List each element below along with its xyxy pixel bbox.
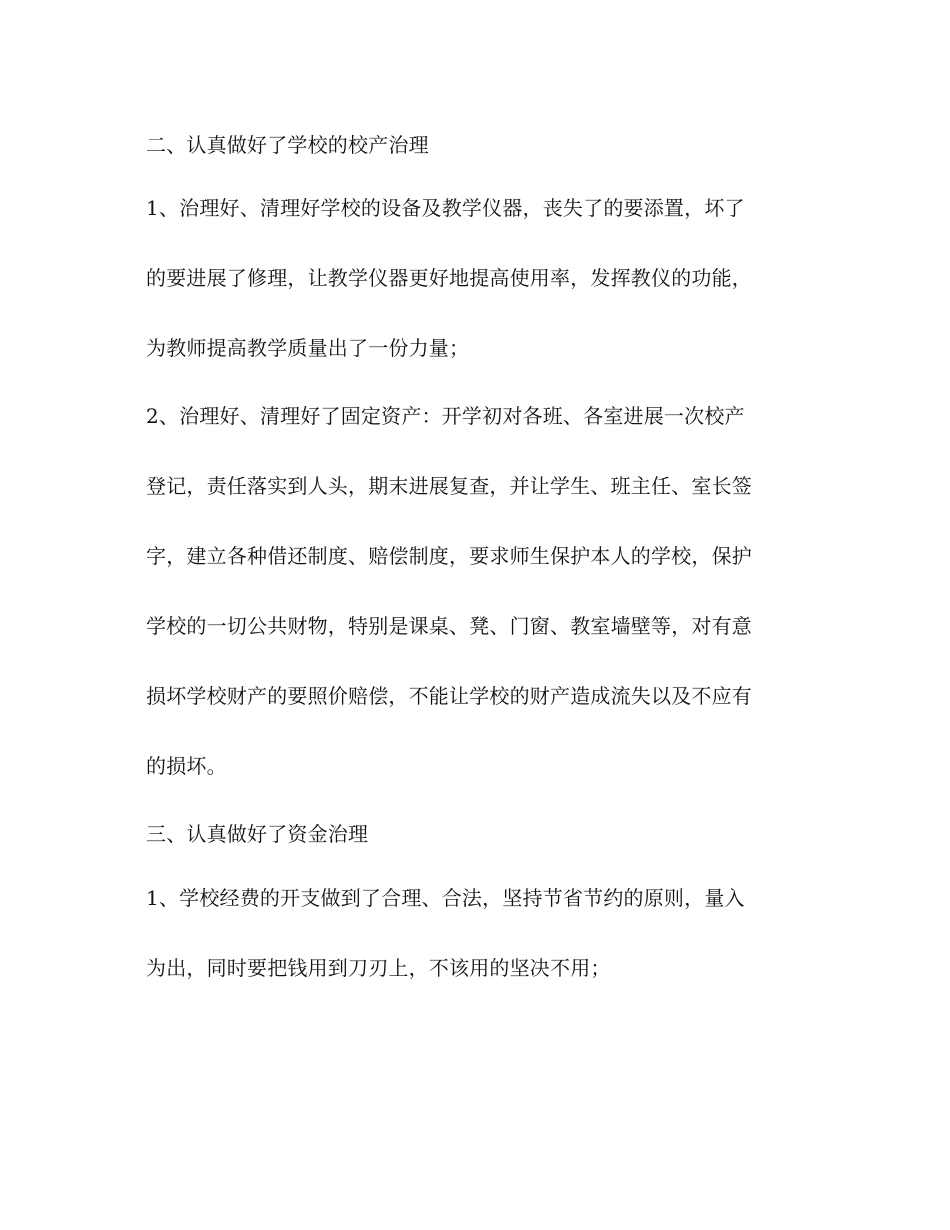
text-line: 损坏学校财产的要照价赔偿，不能让学校的财产造成流失以及不应有 (146, 684, 752, 708)
text-line: 为出，同时要把钱用到刀刃上，不该用的坚决不用； (146, 956, 611, 980)
section-heading-2: 二、认真做好了学校的校产治理 (146, 133, 429, 157)
text-line: 1、学校经费的开支做到了合理、合法，坚持节省节约的原则，量入 (146, 886, 745, 910)
text-line: 学校的一切公共财物，特别是课桌、凳、门窗、教室墙壁等，对有意 (146, 614, 752, 638)
text-line: 的要进展了修理，让教学仪器更好地提高使用率，发挥教仪的功能， (146, 266, 752, 290)
text-line: 的损坏。 (146, 754, 227, 778)
section-heading-3: 三、认真做好了资金治理 (146, 822, 369, 846)
text-line: 为教师提高教学质量出了一份力量； (146, 336, 470, 360)
text-line: 2、治理好、清理好了固定资产：开学初对各班、各室进展一次校产 (146, 404, 745, 428)
text-line: 1、治理好、清理好学校的设备及教学仪器，丧失了的要添置，坏了 (146, 196, 745, 220)
text-line: 字，建立各种借还制度、赔偿制度，要求师生保护本人的学校，保护 (146, 544, 752, 568)
text-line: 登记，责任落实到人头，期末进展复查，并让学生、班主任、室长签 (146, 474, 752, 498)
